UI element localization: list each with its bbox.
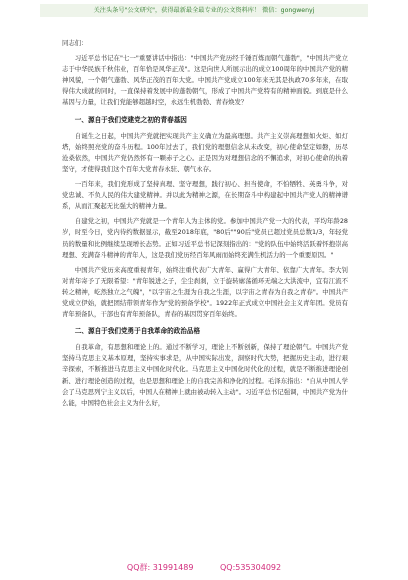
body-paragraph: 自我革命，有思想和理论上的。通过不断学习，理论上不断创新，保持了理论朝气。中国共产党坚持马克思主义基本原理，坚持实事求是，从中国实际出发，洞察时代大势，把握历史主动，进行艰辛探索，不断推进马克思主义中国化时代化。马克思主义中国化时代化的过程，就是不断推进理论创新、进行理论创造的过程，也是思想和理论上的自我完善和净化的过程。毛泽东指出："自从中国人学会了马克思列宁主义以后，中国人在精神上就由被动转入主动"。习近平总书记强调，中国共产党为什么能，中国特色社会主义为什么好， xyxy=(62,343,348,407)
salutation: 同志们： xyxy=(62,39,88,47)
contact-footer xyxy=(0,562,408,574)
promo-header-banner: 关注头条号"公文研究"，获得最新最全最专业的公文资料库！ 微信：gongwenyj xyxy=(40,4,368,17)
body-paragraph: 一百年来，我们党形成了坚持真理、坚守理想，践行初心、担当使命，不怕牺牲、英勇斗争，对党忠诚、不负人民的伟大建党精神。并以此为精神之源，在长期奋斗中构建起中国共产党人的精神谱系，从而汇聚起无比强大的精神力量。 xyxy=(62,180,348,211)
section-heading: 二、源自于我们党勇于自我革命的政治品格 xyxy=(74,327,201,336)
section-1 xyxy=(62,115,348,321)
body-paragraph: 中国共产党历来高度重视青年，始终注重代表广大青年、赢得广大青年、依靠广大青年。李大钊对青年寄予了无限希望："青年锐进之子，尘尘刹刹，立于旋转廓荡循环无端之大洪流中，宜有江流不转之精神，屹然独立之气魄"，"以宇宙之生涯为自我之生涯，以宇宙之青春为自我之青春"。中国共产党成立伊始，就把团结带领青年作为"党的预备学校"。1922年正式成立中国社会主义青年团。党员有青年预备队，干部也有青年预备队，青春的基因贯穿百年始终。 xyxy=(62,265,348,319)
qq-contact-label: QQ:535304092 xyxy=(220,563,282,572)
section-2 xyxy=(62,326,348,409)
section-heading: 一、源自于我们党建党之初的青春基因 xyxy=(74,115,187,124)
document-body xyxy=(62,38,348,413)
intro-paragraph: 习近平总书记在"七一"重要讲话中指出："中国共产党历经千锤百炼而朝气蓬勃"，"中国共产党立志于中华民族千秋伟业，百年恰是风华正茂"。这是向世人所展示出的成立100周年的中国共产党的精神风貌，一个朝气蓬勃、风华正茂的百年大党。中国共产党成立100年来无其是执政70多年来，在取得伟大成就的同时，一直保持着发展中的蓬勃朝气，形成了中国共产党特有的精神面貌。到底是什么基因与力量，让我们党能够超越时空，永远生机勃勃、青春焕发？ xyxy=(62,54,348,107)
body-paragraph: 自诞生之日起，中国共产党就把实现共产主义确立为最高理想。共产主义崇高理想如火炬、如灯塔，始终照亮党的奋斗历程。100年过去了，我们党的理想信念从未改变，初心使命坚定如磐，历尽沧桑依然，中国共产党仍然怀有一颗赤子之心。正是因为对理想信念的不懈追求，对初心使命的执着坚守，才使得我们这个百年大党青春永驻、朝气永存。 xyxy=(62,131,348,173)
body-paragraph: 自建党之初，中国共产党就是一个青年人为主体的党。参加中国共产党一大的代表，平均年龄28岁，时至今日，党内待约数据显示，截至2018年底，"80后""90后"党员已超过党员总数1/3，年轻党员的数量和比例继续呈现增长态势。正如习近平总书记深刻指出的："党的队伍中始终活跃着怀抱崇高理想、充满奋斗精神的青年人，这是我们党历经百年风雨而始终充满生机活力的一个重要原因。" xyxy=(62,217,348,259)
qq-group-label: QQ群: 31991489 xyxy=(126,563,194,572)
